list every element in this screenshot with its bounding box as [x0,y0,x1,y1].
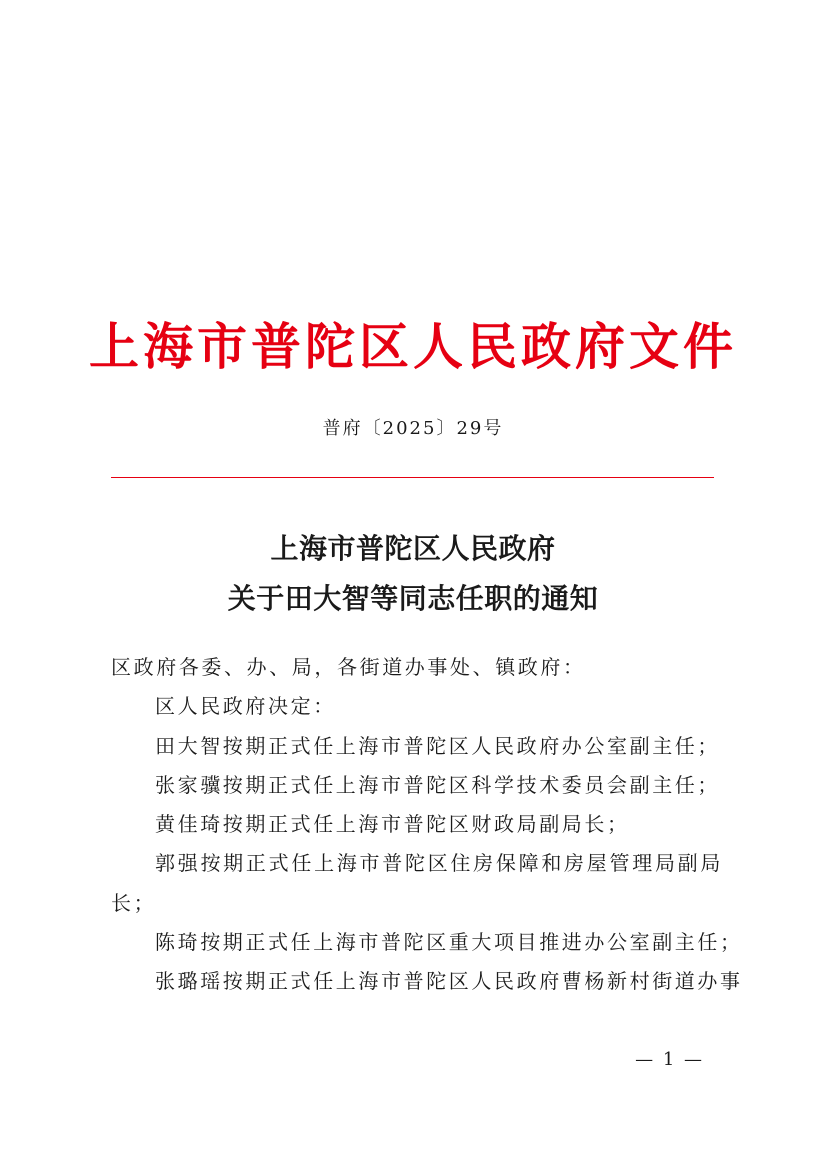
red-separator-line [111,477,714,478]
appointment-item: 陈琦按期正式任上海市普陀区重大项目推进办公室副主任； [155,930,743,955]
notice-title [0,524,826,624]
appointment-item: 田大智按期正式任上海市普陀区人民政府办公室副主任； [155,733,720,758]
appointment-item: 张璐瑶按期正式任上海市普陀区人民政府曹杨新村街道办事 [155,969,743,994]
page-number: — 1 — [635,1049,704,1070]
notice-title-line-1: 上海市普陀区人民政府 [270,532,556,565]
appointment-item: 黄佳琦按期正式任上海市普陀区财政局副局长； [155,812,630,837]
decision-intro: 区人民政府决定： [155,694,336,719]
appointment-item: 张家骥按期正式任上海市普陀区科学技术委员会副主任； [155,772,720,797]
notice-body [111,648,743,1002]
document-masthead: 上海市普陀区人民政府文件 [89,317,737,376]
document-number: 普府〔2025〕29号 [322,418,504,439]
notice-title-line-2: 关于田大智等同志任职的通知 [227,582,599,615]
appointment-item: 郭强按期正式任上海市普陀区住房保障和房屋管理局副局长； [111,851,723,915]
salutation: 区政府各委、办、局，各街道办事处、镇政府： [111,655,586,679]
